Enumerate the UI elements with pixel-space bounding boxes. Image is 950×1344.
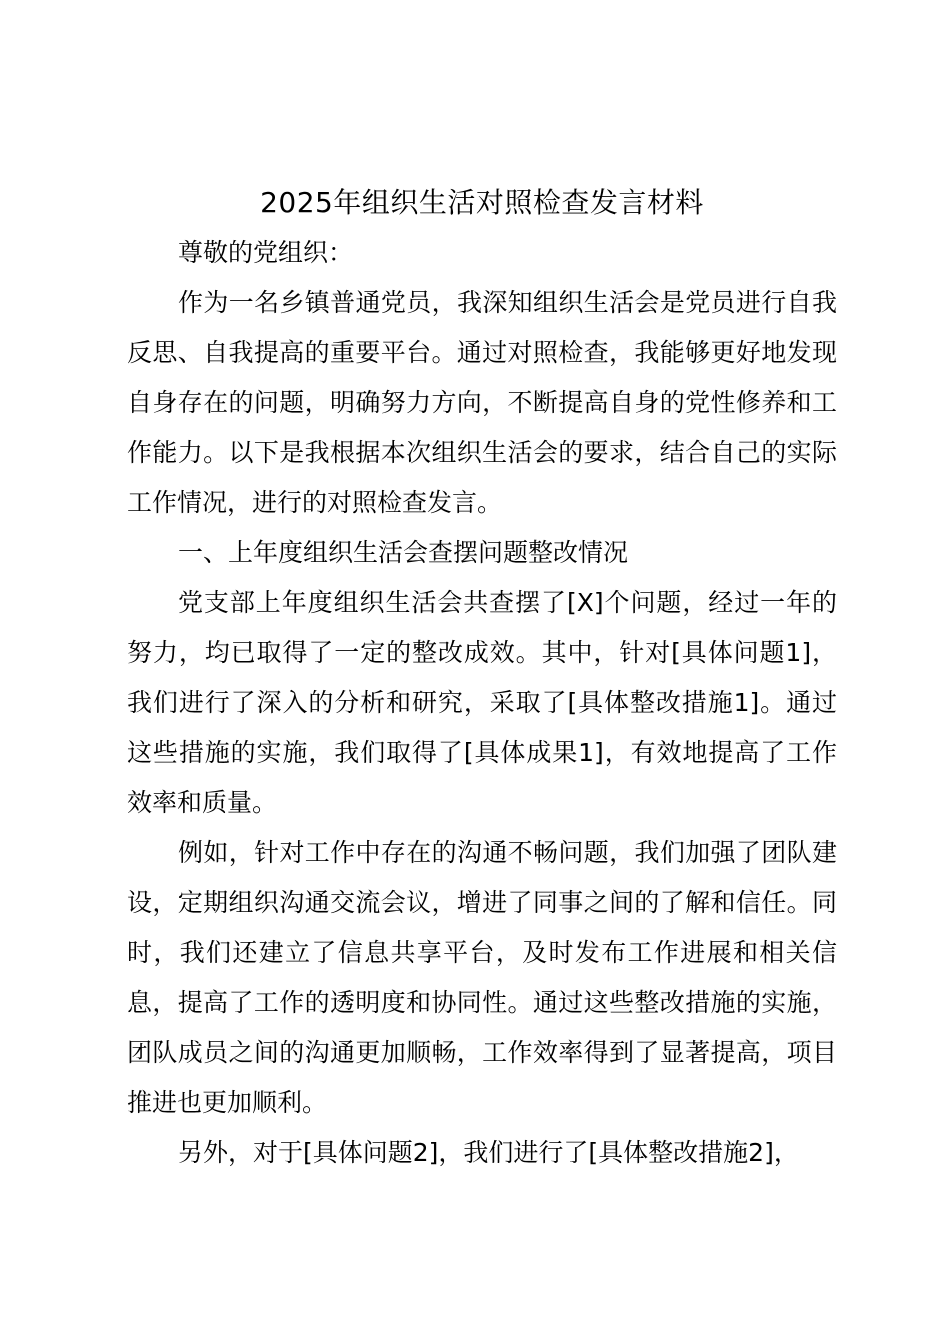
section-heading-1: 一、上年度组织生活会查摆问题整改情况 (178, 538, 629, 567)
document-page (127, 178, 837, 1178)
document-title: 2025年组织生活对照检查发言材料 (260, 186, 704, 219)
intro-paragraph: 作为一名乡镇普通党员，我深知组织生活会是党员进行自我反思、自我提高的重要平台。通过对照检查，我能够更好地发现自身存在的问题，明确努力方向，不断提高自身的党性修养和工作能力。以下是我根据本次组织生活会的要求，结合自己的实际工作情况，进行的对照检查发言。 (127, 288, 837, 517)
body-paragraph-3: 另外，对于[具体问题2]，我们进行了[具体整改措施2]， (178, 1138, 799, 1167)
body-paragraph-2: 例如，针对工作中存在的沟通不畅问题，我们加强了团队建设，定期组织沟通交流会议，增进了同事之间的了解和信任。同时，我们还建立了信息共享平台，及时发布工作进展和相关信息，提高了工作的透明度和协同性。通过这些整改措施的实施，团队成员之间的沟通更加顺畅，工作效率得到了显著提高，项目推进也更加顺利。 (127, 838, 837, 1117)
body-paragraph-1: 党支部上年度组织生活会共查摆了[X]个问题，经过一年的努力，均已取得了一定的整改成效。其中，针对[具体问题1]，我们进行了深入的分析和研究，采取了[具体整改措施1]。通过这些措施的实施，我们取得了[具体成果1]，有效地提高了工作效率和质量。 (127, 588, 837, 817)
salutation: 尊敬的党组织： (178, 238, 354, 267)
